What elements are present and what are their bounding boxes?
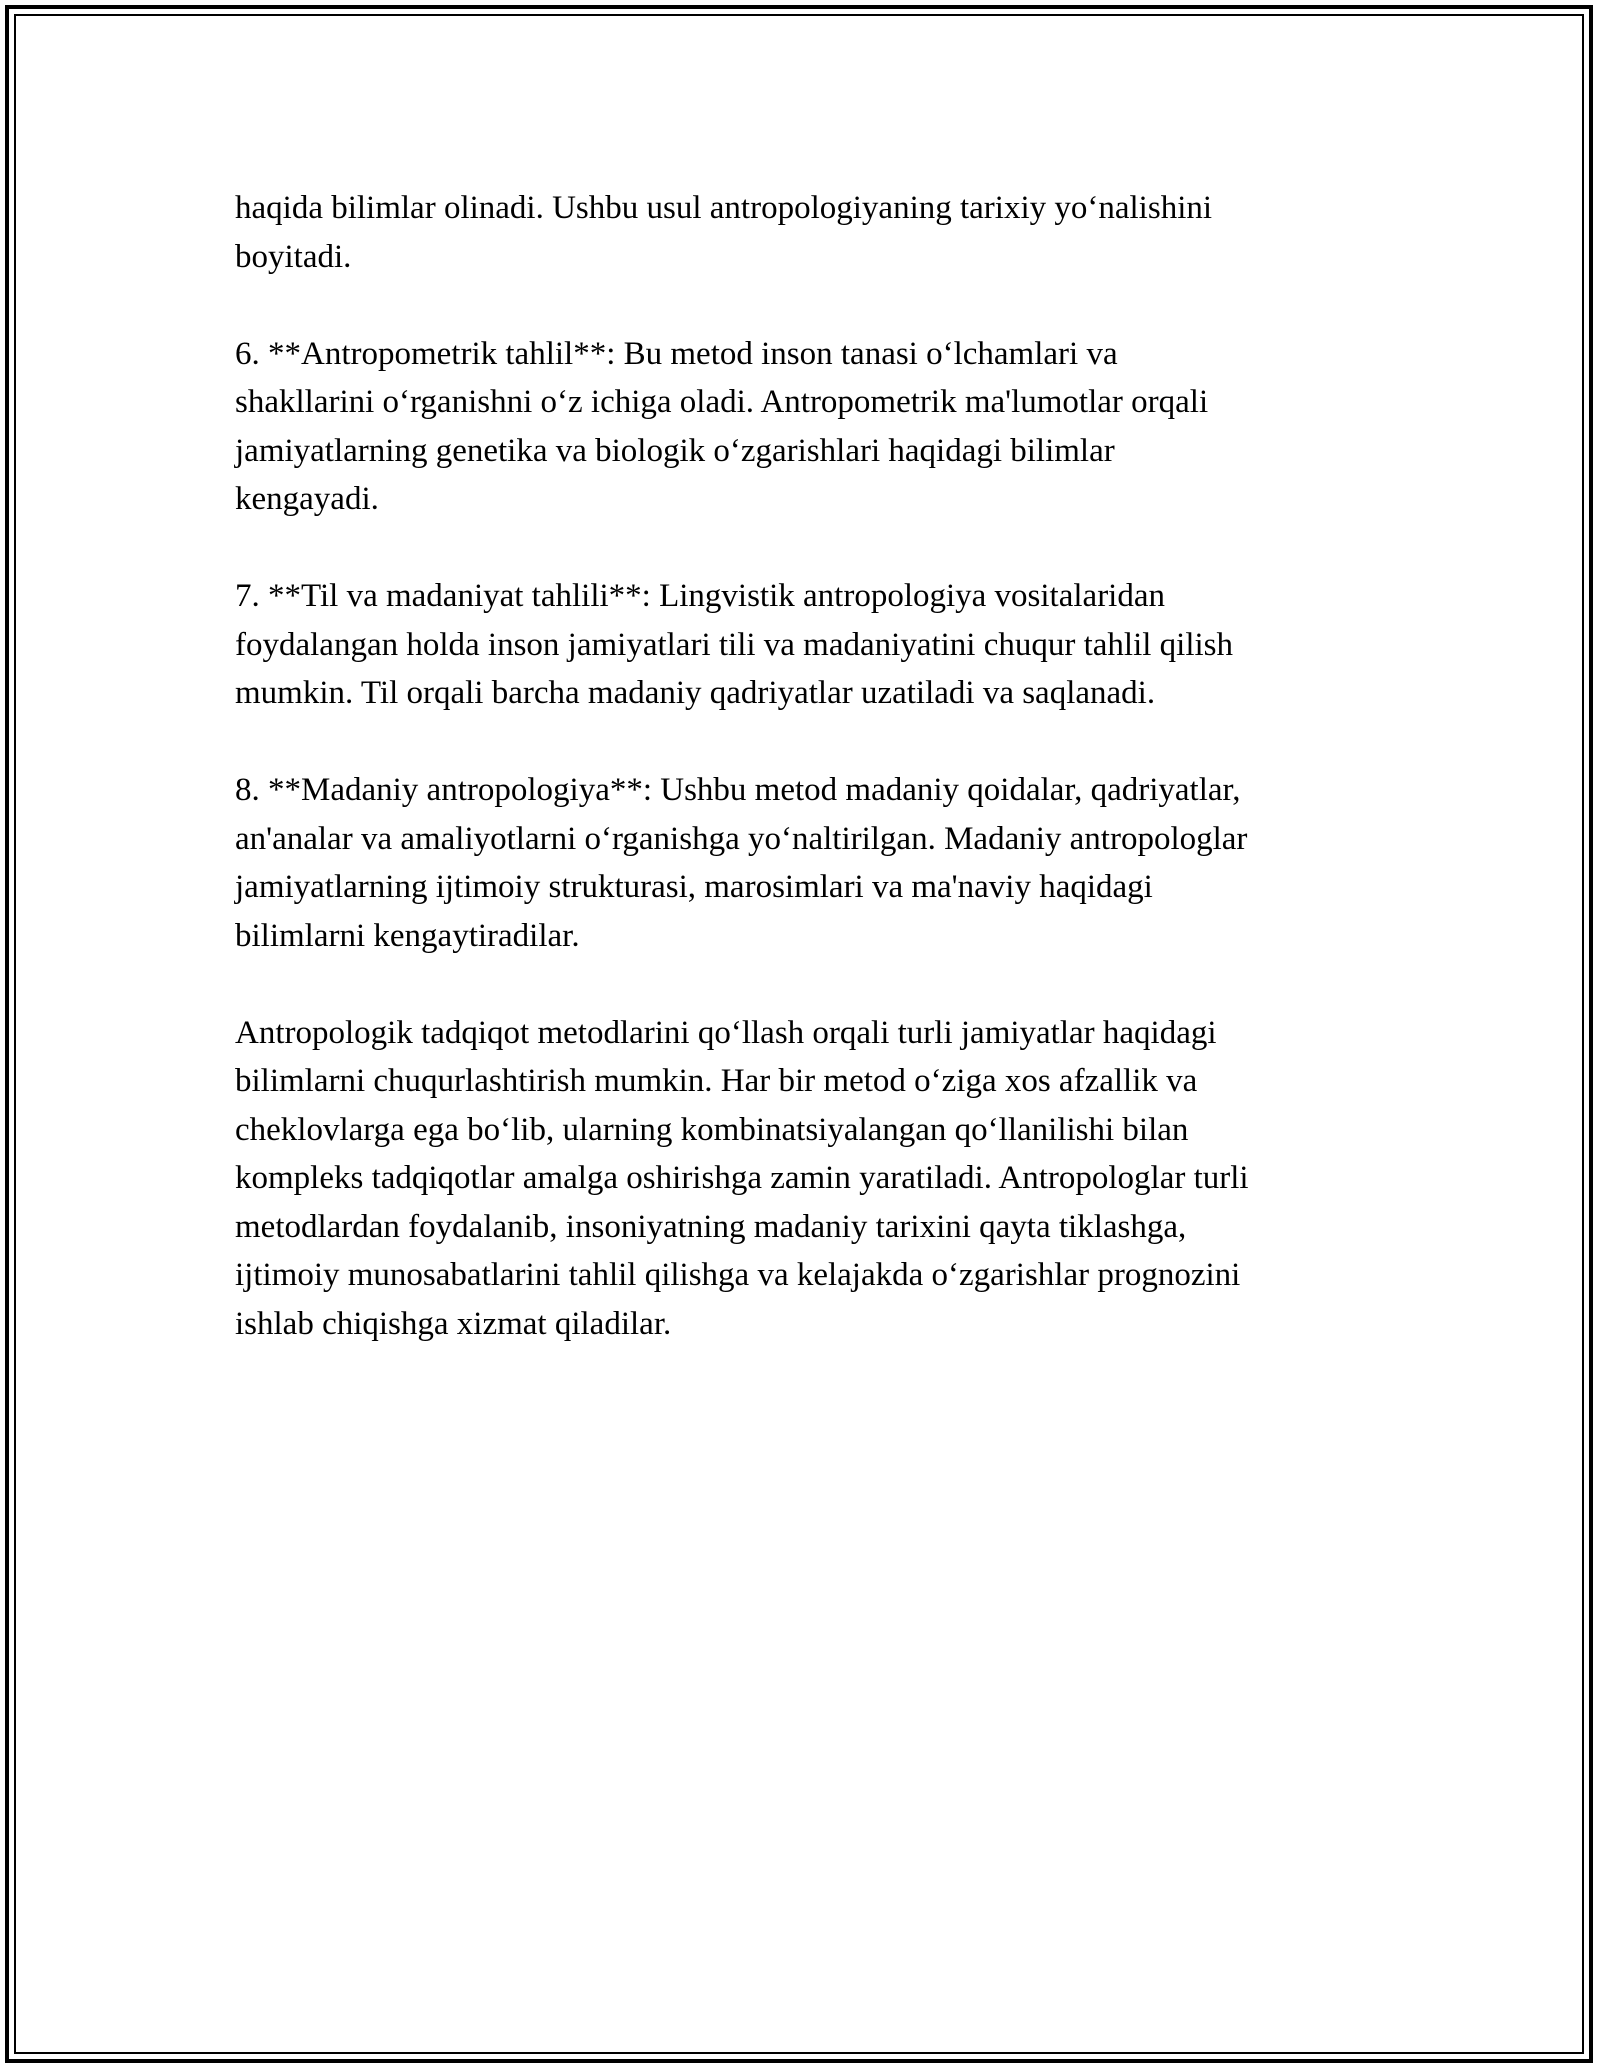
paragraph-conclusion: Antropologik tadqiqot metodlarini qo‘llash orqali turli jamiyatlar haqidagi bilimlarni chuqurlashtirish mumkin. Har bir metod o‘ziga xos afzallik va cheklovlarga ega bo‘lib, ularning kombinatsiyalangan qo‘llanilishi bilan kompleks tadqiqotlar amalga oshirishga zamin yaratiladi. Antropologlar turli metodlardan foydalanib, insoniyatning madaniy tarixini qayta tiklashga, ijtimoiy munosabatlarini tahlil qilishga va kelajakda o‘zgarishlar prognozini ishlab chiqishga xizmat qiladilar. [235,1014,1249,1342]
paragraph-continuation: haqida bilimlar olinadi. Ushbu usul antropologiyaning tarixiy yo‘nalishini boyitadi. [235,190,1213,275]
paragraph-madaniy-antropologiya: 8. **Madaniy antropologiya**: Ushbu metod madaniy qoidalar, qadriyatlar, an'analar va amaliyotlarni o‘rganishga yo‘naltirilgan. Madaniy antropologlar jamiyatlarning ijtimoiy strukturasi, marosimlari va ma'naviy haqidagi bilimlarni kengaytiradilar. [235,772,1248,954]
paragraph-til-va-madaniyat: 7. **Til va madaniyat tahlili**: Lingvistik antropologiya vositalaridan foydalangan holda inson jamiyatlari tili va madaniyatini chuqur tahlil qilish mumkin. Til orqali barcha madaniy qadriyatlar uzatiladi va saqlanadi. [235,578,1234,711]
paragraph-antropometrik-tahlil: 6. **Antropometrik tahlil**: Bu metod inson tanasi o‘lchamlari va shakllarini o‘rganishni o‘z ichiga oladi. Antropometrik ma'lumotlar orqali jamiyatlarning genetika va biologik o‘zgarishlari haqidagi bilimlar kengayadi. [235,335,1209,517]
document-body [235,184,1385,1348]
